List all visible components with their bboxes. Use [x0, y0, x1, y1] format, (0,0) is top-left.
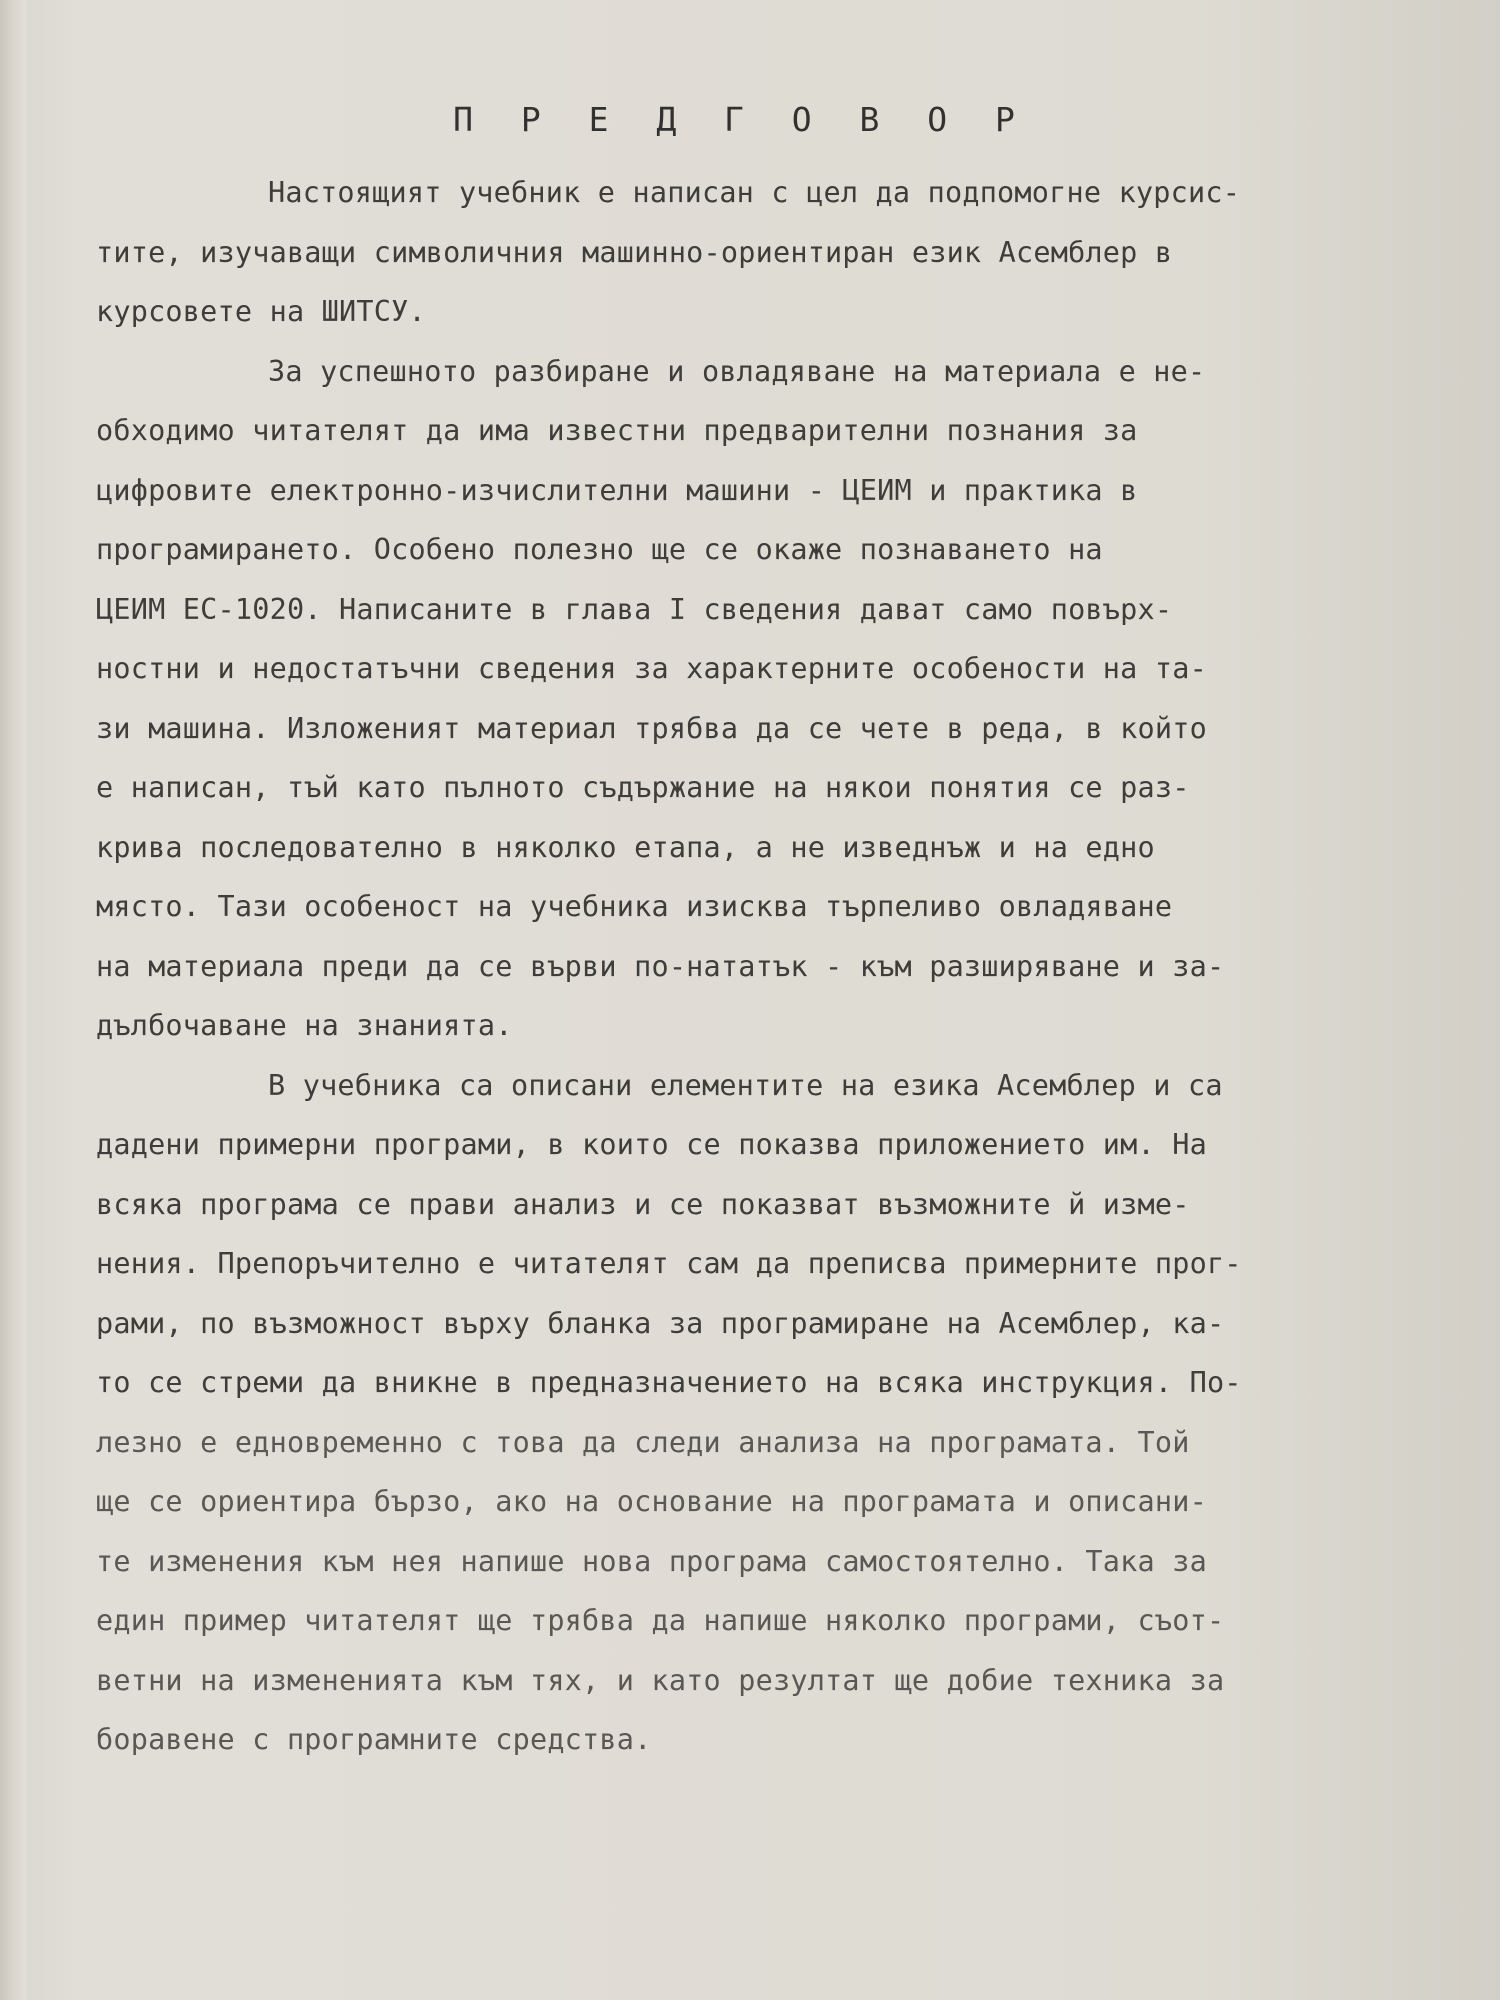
text-line: всяка програма се прави анализ и се показват възможните й изме-	[96, 1187, 1190, 1221]
text-line: ЦЕИМ ЕС-1020. Написаните в глава I сведения дават само повърх-	[96, 592, 1173, 626]
text-line: ще се ориентира бързо, ако на основание на програмата и описани-	[96, 1485, 1207, 1518]
text-line: един пример читателят ще трябва да напише няколко програми, съот-	[96, 1604, 1225, 1637]
text-line: място. Тази особеност на учебника изисква търпеливо овладяване	[96, 890, 1173, 923]
text-line: курсовете на ШИТСУ.	[96, 295, 426, 328]
page-title: П Р Е Д Г О В О Р	[453, 100, 1029, 139]
text-line: дадени примерни програми, в които се показва приложението им. На	[96, 1128, 1207, 1161]
text-line: крива последователно в няколко етапа, а не изведнъж и на едно	[96, 830, 1155, 864]
text-line: ностни и недостатъчни сведения за характерните особености на та-	[96, 652, 1207, 685]
text-line: е написан, тъй като пълното съдържание на някои понятия се раз-	[96, 771, 1190, 804]
text-line: боравене с програмните средства.	[96, 1723, 652, 1756]
text-line: обходимо читателят да има известни предварителни познания за	[96, 414, 1138, 447]
text-line: ветни на измененията към тях, и като резултат ще добие техника за	[96, 1663, 1225, 1697]
text-line: цифровите електронно-изчислителни машини - ЦЕИМ и практика в	[96, 473, 1138, 507]
text-line: рами, по възможност върху бланка за програмиране на Асемблер, ка-	[96, 1306, 1225, 1340]
text-line: то се стреми да вникне в предназначението на всяка инструкция. По-	[96, 1366, 1242, 1399]
paragraph-1	[96, 163, 1346, 342]
text-line: В учебника са описани елементите на езика Асемблер и са	[268, 1068, 1223, 1102]
paragraph-2	[96, 342, 1346, 1056]
page-content	[96, 95, 1346, 1770]
text-line: тите, изучаващи символичния машинно-ориентиран език Асемблер в	[96, 235, 1173, 269]
text-line: Настоящият учебник е написан с цел да подпомогне курсис-	[268, 176, 1241, 209]
text-line: програмирането. Особено полезно ще се окаже познаването на	[96, 533, 1103, 566]
text-line: дълбочаване на знанията.	[96, 1009, 513, 1042]
text-line: лезно е едновременно с това да следи анализа на програмата. Той	[96, 1425, 1190, 1459]
text-line: зи машина. Изложеният материал трябва да се чете в реда, в който	[96, 711, 1207, 745]
text-line: За успешното разбиране и овладяване на материала е не-	[268, 354, 1206, 388]
paragraph-3	[96, 1056, 1346, 1770]
text-line: те изменения към нея напише нова програма самостоятелно. Така за	[96, 1544, 1207, 1578]
text-line: на материала преди да се върви по-нататък - към разширяване и за-	[96, 949, 1225, 983]
page-gutter-shadow	[0, 0, 26, 2000]
text-line: нения. Препоръчително е читателят сам да преписва примерните прог-	[96, 1247, 1242, 1280]
